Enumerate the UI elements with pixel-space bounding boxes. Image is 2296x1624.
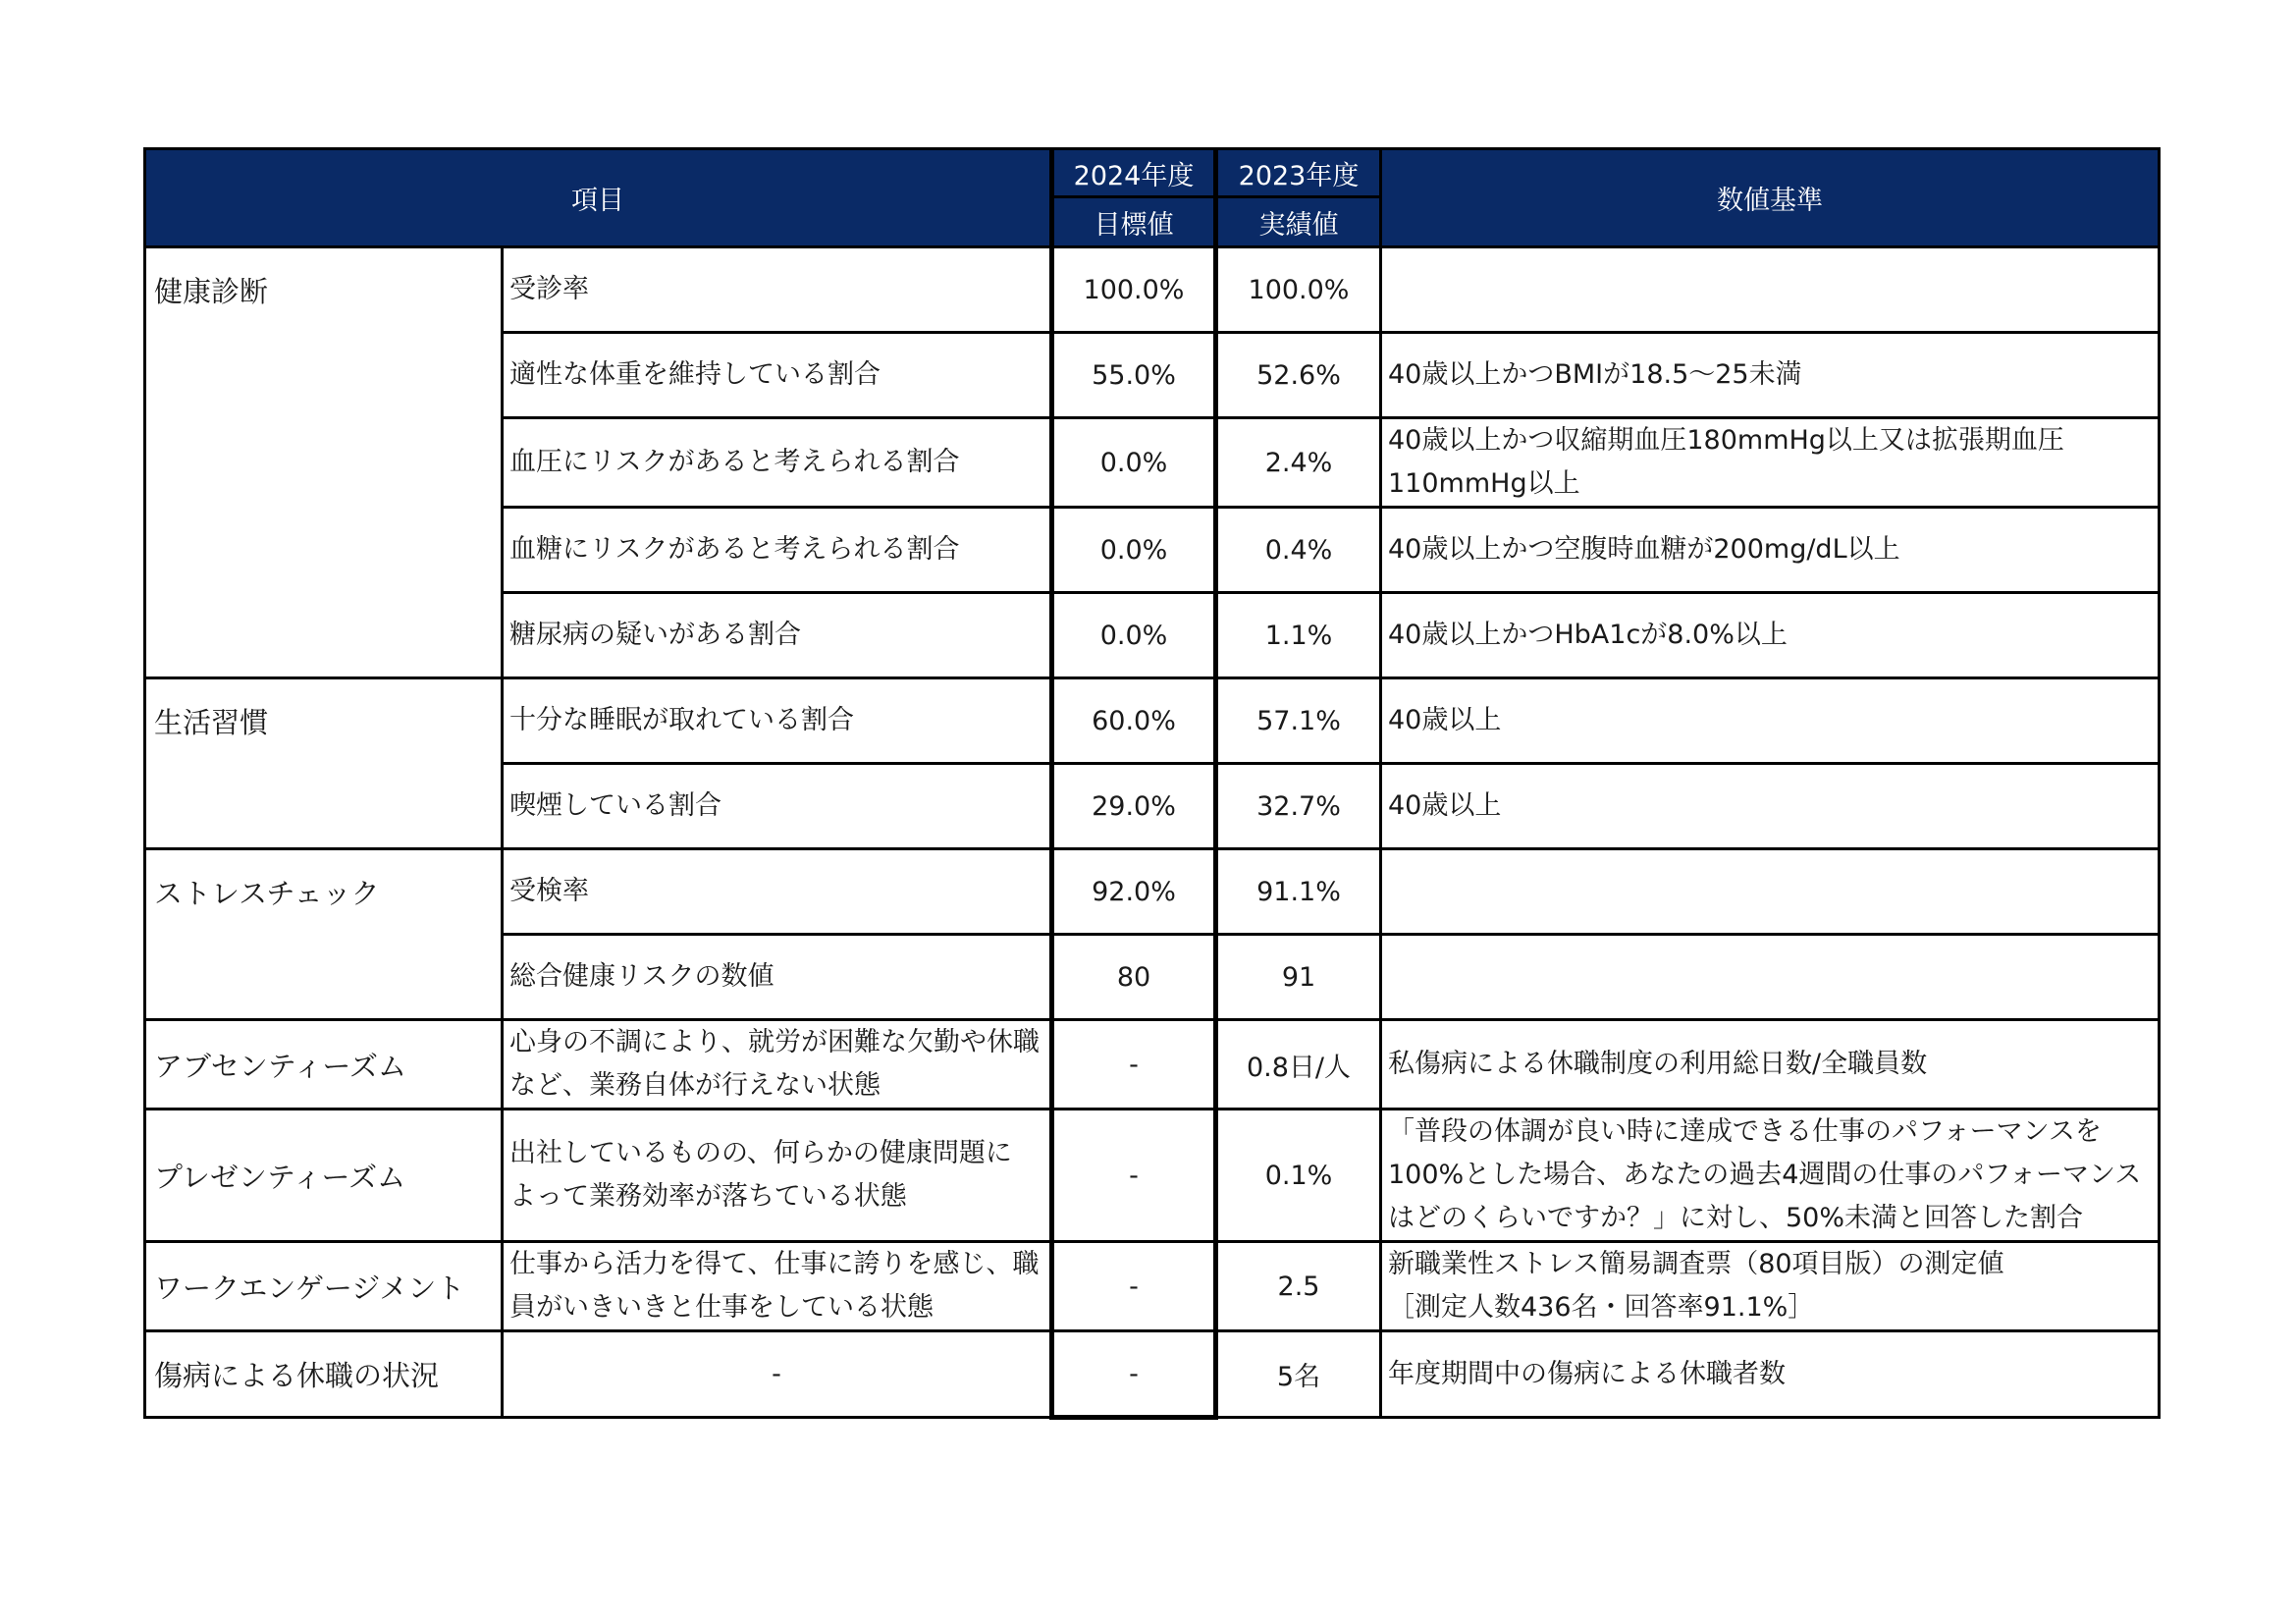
category-cell: ストレスチェック	[145, 849, 503, 1020]
category-cell: 生活習慣	[145, 678, 503, 849]
target-cell: 0.0%	[1052, 508, 1216, 593]
criteria-cell: 40歳以上かつHbA1cが8.0%以上	[1381, 593, 2160, 678]
header-row-1	[145, 149, 2160, 197]
criteria-cell	[1381, 247, 2160, 333]
table-row	[145, 1242, 2160, 1331]
actual-cell: 0.1%	[1216, 1110, 1381, 1242]
actual-cell: 91	[1216, 935, 1381, 1020]
criteria-line: 110mmHg以上	[1388, 468, 1580, 499]
actual-cell: 100.0%	[1216, 247, 1381, 333]
item-line: 仕事から活力を得て、仕事に誇りを感じ、職	[509, 1249, 1040, 1279]
actual-cell: 32.7%	[1216, 764, 1381, 849]
actual-cell: 2.4%	[1216, 418, 1381, 508]
criteria-cell	[1381, 1242, 2160, 1331]
target-cell: 29.0%	[1052, 764, 1216, 849]
actual-cell: 52.6%	[1216, 333, 1381, 418]
criteria-line: 40歳以上かつ収縮期血圧180mmHg以上又は拡張期血圧	[1388, 425, 2064, 456]
criteria-cell	[1381, 1110, 2160, 1242]
health-metrics-table	[143, 147, 2161, 1420]
header-year-2023: 2023年度	[1216, 149, 1381, 197]
criteria-cell: 年度期間中の傷病による休職者数	[1381, 1331, 2160, 1418]
item-line: 員がいきいきと仕事をしている状態	[509, 1292, 934, 1323]
header-target: 目標値	[1052, 197, 1216, 247]
header-item: 項目	[145, 149, 1052, 247]
criteria-line: ［測定人数436名・回答率91.1%］	[1388, 1292, 1815, 1323]
criteria-cell	[1381, 935, 2160, 1020]
actual-cell: 2.5	[1216, 1242, 1381, 1331]
criteria-cell: 40歳以上	[1381, 764, 2160, 849]
item-cell: 血圧にリスクがあると考えられる割合	[503, 418, 1052, 508]
target-cell: 60.0%	[1052, 678, 1216, 764]
item-cell: -	[503, 1331, 1052, 1418]
actual-cell: 5名	[1216, 1331, 1381, 1418]
criteria-cell: 40歳以上かつ空腹時血糖が200mg/dL以上	[1381, 508, 2160, 593]
report-sheet	[143, 147, 2161, 1420]
criteria-cell	[1381, 418, 2160, 508]
target-cell: 92.0%	[1052, 849, 1216, 935]
target-cell: 100.0%	[1052, 247, 1216, 333]
table-row	[145, 1110, 2160, 1242]
item-cell	[503, 1110, 1052, 1242]
item-cell: 受診率	[503, 247, 1052, 333]
category-cell: 傷病による休職の状況	[145, 1331, 503, 1418]
header-year-2024: 2024年度	[1052, 149, 1216, 197]
item-cell: 血糖にリスクがあると考えられる割合	[503, 508, 1052, 593]
table-row	[145, 678, 2160, 764]
category-cell: 健康診断	[145, 247, 503, 678]
item-cell: 受検率	[503, 849, 1052, 935]
target-cell: -	[1052, 1331, 1216, 1418]
actual-cell: 0.8日/人	[1216, 1020, 1381, 1110]
item-line: よって業務効率が落ちている状態	[509, 1181, 907, 1212]
target-cell: 80	[1052, 935, 1216, 1020]
item-cell: 糖尿病の疑いがある割合	[503, 593, 1052, 678]
target-cell: 0.0%	[1052, 418, 1216, 508]
actual-cell: 91.1%	[1216, 849, 1381, 935]
table-row	[145, 1331, 2160, 1418]
actual-cell: 57.1%	[1216, 678, 1381, 764]
criteria-line: 新職業性ストレス簡易調査票（80項目版）の測定値	[1388, 1249, 2004, 1279]
target-cell: 55.0%	[1052, 333, 1216, 418]
item-line: など、業務自体が行えない状態	[509, 1070, 881, 1101]
category-cell: アブセンティーズム	[145, 1020, 503, 1110]
table-row	[145, 1020, 2160, 1110]
table-row	[145, 849, 2160, 935]
criteria-cell: 私傷病による休職制度の利用総日数/全職員数	[1381, 1020, 2160, 1110]
header-criteria: 数値基準	[1381, 149, 2160, 247]
table-row	[145, 247, 2160, 333]
criteria-line: 「普段の体調が良い時に達成できる仕事のパフォーマンスを	[1388, 1116, 2102, 1147]
criteria-cell	[1381, 849, 2160, 935]
actual-cell: 1.1%	[1216, 593, 1381, 678]
item-cell: 十分な睡眠が取れている割合	[503, 678, 1052, 764]
target-cell: -	[1052, 1020, 1216, 1110]
target-cell: -	[1052, 1242, 1216, 1331]
criteria-line: 100%とした場合、あなたの過去4週間の仕事のパフォーマンス	[1388, 1160, 2142, 1190]
item-cell: 適性な体重を維持している割合	[503, 333, 1052, 418]
item-line: 出社しているものの、何らかの健康問題に	[509, 1138, 1012, 1168]
category-cell: プレゼンティーズム	[145, 1110, 503, 1242]
target-cell: 0.0%	[1052, 593, 1216, 678]
item-cell	[503, 1020, 1052, 1110]
header-actual: 実績値	[1216, 197, 1381, 247]
actual-cell: 0.4%	[1216, 508, 1381, 593]
criteria-cell: 40歳以上かつBMIが18.5～25未満	[1381, 333, 2160, 418]
item-cell: 喫煙している割合	[503, 764, 1052, 849]
item-cell	[503, 1242, 1052, 1331]
category-cell: ワークエンゲージメント	[145, 1242, 503, 1331]
target-cell: -	[1052, 1110, 1216, 1242]
criteria-line: はどのくらいですか？」に対し、50%未満と回答した割合	[1388, 1203, 2084, 1233]
criteria-cell: 40歳以上	[1381, 678, 2160, 764]
item-cell: 総合健康リスクの数値	[503, 935, 1052, 1020]
item-line: 心身の不調により、就労が困難な欠勤や休職	[509, 1027, 1040, 1057]
